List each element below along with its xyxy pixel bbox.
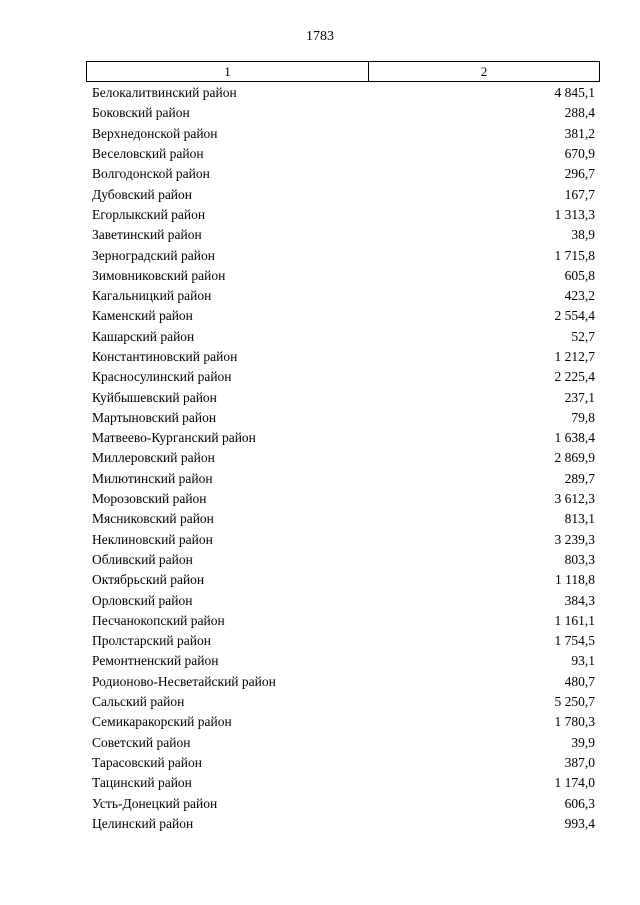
district-name: Ремонтненский район [92, 653, 219, 669]
table-row [92, 387, 595, 407]
district-value: 1 161,1 [554, 612, 595, 628]
district-name: Кашарский район [92, 328, 195, 344]
district-value: 381,2 [564, 125, 595, 141]
table-row [92, 124, 595, 144]
table-row [92, 347, 595, 367]
district-name: Зимовниковский район [92, 267, 226, 283]
district-name: Зерноградский район [92, 247, 215, 263]
table-row [92, 245, 595, 265]
district-value: 296,7 [564, 166, 595, 182]
table-row [92, 448, 595, 468]
header-row [87, 62, 600, 82]
table-row [92, 814, 595, 834]
table-row [92, 408, 595, 428]
district-name: Мартыновский район [92, 409, 217, 425]
district-value: 387,0 [564, 754, 595, 770]
district-value: 93,1 [571, 653, 595, 669]
district-name: Усть-Донецкий район [92, 795, 218, 811]
district-name: Дубовский район [92, 186, 193, 202]
table-row [92, 651, 595, 671]
district-value: 1 638,4 [554, 430, 595, 446]
table-row [92, 570, 595, 590]
table-row [92, 327, 595, 347]
district-name: Каменский район [92, 308, 193, 324]
table-row [92, 672, 595, 692]
district-value: 480,7 [564, 673, 595, 689]
district-name: Морозовский район [92, 491, 207, 507]
district-value: 237,1 [564, 389, 595, 405]
district-name: Тарасовский район [92, 754, 202, 770]
table-row [92, 692, 595, 712]
district-name: Милютинский район [92, 470, 213, 486]
table-row [92, 367, 595, 387]
table-row [92, 631, 595, 651]
table-row [92, 164, 595, 184]
column-header-1: 1 [87, 62, 369, 82]
table-row [92, 144, 595, 164]
district-name: Заветинский район [92, 227, 202, 243]
district-name: Матвеево-Курганский район [92, 430, 256, 446]
district-name: Пролстарский район [92, 633, 211, 649]
district-value: 79,8 [571, 409, 595, 425]
district-name: Октябрьский район [92, 572, 205, 588]
district-value: 384,3 [564, 592, 595, 608]
district-value: 38,9 [571, 227, 595, 243]
district-name: Куйбышевский район [92, 389, 217, 405]
district-name: Мясниковский район [92, 511, 214, 527]
table-row [92, 469, 595, 489]
district-value: 1 313,3 [554, 206, 595, 222]
district-value: 1 780,3 [554, 714, 595, 730]
district-value: 670,9 [564, 146, 595, 162]
district-value: 3 239,3 [554, 531, 595, 547]
table-row [92, 733, 595, 753]
table-row [92, 530, 595, 550]
district-value: 1 212,7 [554, 349, 595, 364]
table-row [92, 306, 595, 326]
table-row [92, 550, 595, 570]
district-name: Волгодонской район [92, 166, 210, 182]
table-row [92, 509, 595, 529]
district-list [92, 83, 595, 834]
table-row [92, 83, 595, 103]
district-value: 39,9 [571, 734, 595, 750]
district-value: 2 554,4 [554, 308, 595, 324]
table-row [92, 793, 595, 813]
district-name: Константиновский район [92, 349, 238, 364]
district-name: Советский район [92, 734, 191, 750]
district-name: Белокалитвинский район [92, 85, 237, 101]
district-value: 5 250,7 [554, 694, 595, 710]
table-row [92, 773, 595, 793]
table-row [92, 184, 595, 204]
district-name: Красносулинский район [92, 369, 232, 385]
table-row [92, 266, 595, 286]
table-row [92, 428, 595, 448]
table-row [92, 205, 595, 225]
district-value: 605,8 [564, 267, 595, 283]
district-value: 3 612,3 [554, 491, 595, 507]
district-name: Неклиновский район [92, 531, 213, 547]
district-name: Орловский район [92, 592, 193, 608]
district-value: 288,4 [564, 105, 595, 121]
table-row [92, 611, 595, 631]
district-value: 423,2 [564, 288, 595, 304]
district-value: 2 225,4 [554, 369, 595, 385]
district-name: Верхнедонской район [92, 125, 218, 141]
table-row [92, 225, 595, 245]
district-name: Сальский район [92, 694, 185, 710]
district-value: 2 869,9 [554, 450, 595, 466]
district-name: Кагальницкий район [92, 288, 212, 304]
district-value: 813,1 [564, 511, 595, 527]
district-value: 289,7 [564, 470, 595, 486]
district-value: 1 118,8 [555, 572, 595, 588]
district-value: 4 845,1 [554, 85, 595, 101]
table-header [86, 61, 600, 82]
district-name: Родионово-Несветайский район [92, 673, 276, 689]
district-value: 606,3 [564, 795, 595, 811]
table-row [92, 286, 595, 306]
district-value: 993,4 [564, 815, 595, 831]
table-row [92, 103, 595, 123]
district-name: Миллеровский район [92, 450, 215, 466]
page-number: 1783 [306, 29, 334, 44]
table-row [92, 489, 595, 509]
district-value: 1 715,8 [554, 247, 595, 263]
column-header-2: 2 [369, 62, 600, 82]
table-row [92, 712, 595, 732]
table-row [92, 753, 595, 773]
district-value: 1 754,5 [554, 633, 595, 649]
district-name: Целинский район [92, 815, 194, 831]
district-value: 1 174,0 [554, 775, 595, 791]
district-value: 52,7 [571, 328, 595, 344]
district-name: Веселовский район [92, 146, 204, 162]
district-name: Песчанокопский район [92, 612, 225, 628]
table-row [92, 590, 595, 610]
district-name: Обливский район [92, 551, 193, 567]
district-name: Тацинский район [92, 775, 192, 791]
district-name: Егорлыкский район [92, 206, 206, 222]
district-name: Боковский район [92, 105, 190, 121]
district-name: Семикаракорский район [92, 714, 232, 730]
district-value: 167,7 [564, 186, 595, 202]
district-value: 803,3 [564, 551, 595, 567]
